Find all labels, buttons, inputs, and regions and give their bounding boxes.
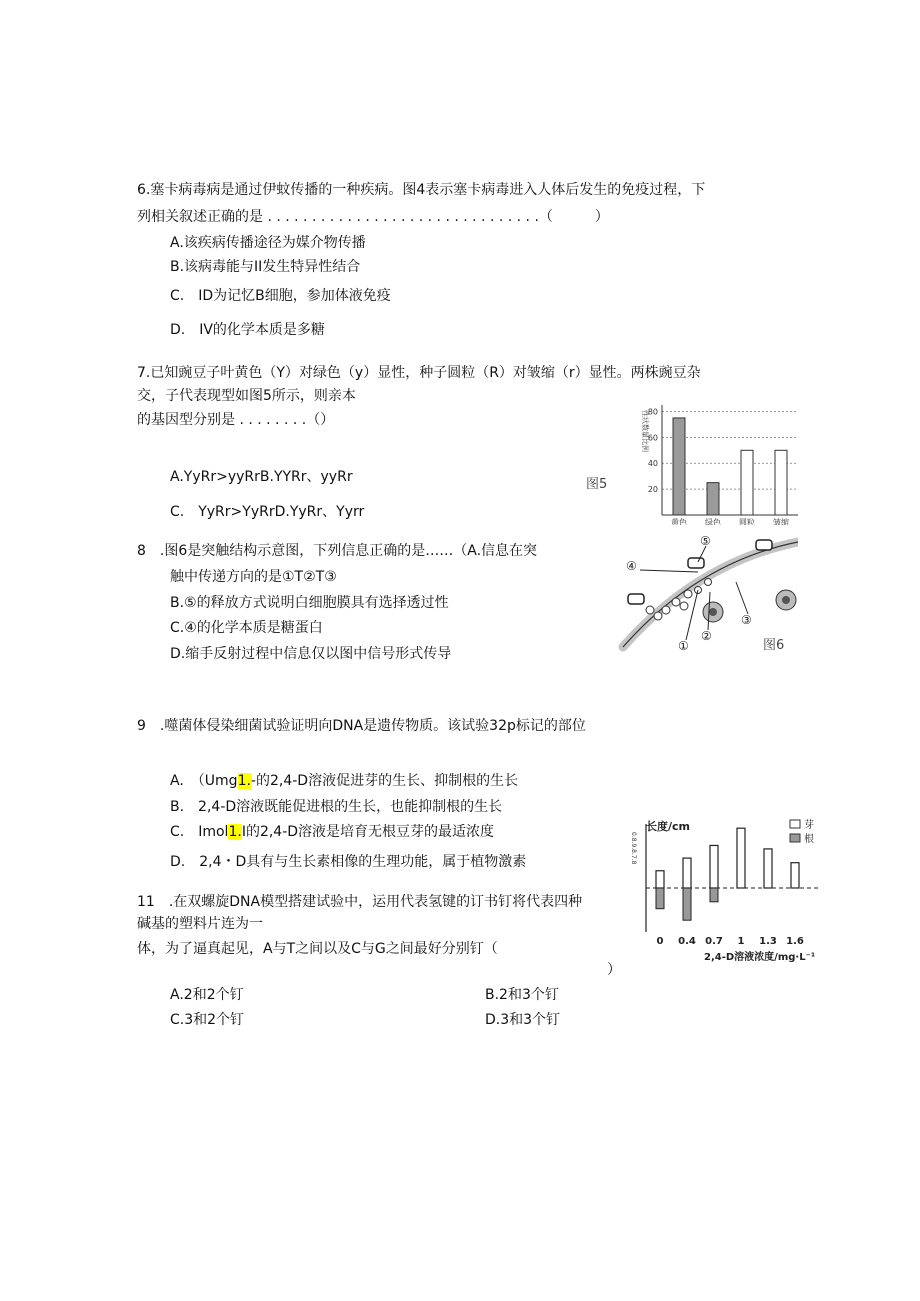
q7-stem-line2: 交，子代表现型如图5所示，则亲本 bbox=[137, 388, 356, 404]
figure-7-chart bbox=[624, 814, 820, 966]
bar-bud-1.6 bbox=[791, 863, 799, 888]
mark-3: ③ bbox=[741, 613, 752, 627]
figure-6-diagram bbox=[618, 532, 798, 657]
q8-stem-line2: 触中传递方向的是①T②T③ bbox=[170, 569, 337, 585]
q10-option-c-pre: C. Imol bbox=[170, 824, 229, 840]
figure-7-side-label: 0.8.9.8.7.8 bbox=[630, 832, 637, 865]
q11-stem-line1: 11 .在双螺旋DNA模型搭建试验中，运用代表氢键的订书钉将代表四种 bbox=[137, 894, 583, 910]
figure-5-ylabel: 性状数量比例 bbox=[641, 410, 649, 452]
bar-圆粒 bbox=[741, 450, 753, 515]
mark-2: ② bbox=[701, 629, 712, 643]
q6-stem-line2: 列相关叙述正确的是 . . . . . . . . . . . . . . . . . . . . . . . . . . . . . . .（ ） bbox=[137, 209, 609, 225]
figure-5-chart bbox=[580, 400, 805, 525]
q7-stem-line3: 的基因型分别是 . . . . . . . .（） bbox=[137, 412, 335, 428]
figure-7-xlabel: 2,4-D溶液浓度/mg·L⁻¹ bbox=[704, 952, 816, 963]
legend-root: 根 bbox=[804, 834, 814, 845]
x-tick-label: 圆粒 bbox=[739, 518, 755, 525]
bar-root-0.7 bbox=[710, 888, 718, 902]
mark-1: ① bbox=[678, 639, 689, 653]
bar-bud-0.4 bbox=[683, 858, 691, 888]
bar-bud-1 bbox=[737, 828, 745, 888]
q6-option-b: B.该病毒能与II发生特异性结合 bbox=[170, 259, 361, 275]
legend-bud: 芽 bbox=[804, 820, 814, 831]
q11-stem-line3: 体，为了逼真起见，A与T之间以及C与G之间最好分别钉（ bbox=[137, 941, 498, 957]
q10-option-a-post: -的2,4-D溶液促进芽的生长、抑制根的生长 bbox=[250, 773, 519, 789]
x-tick-label: 黄色 bbox=[671, 518, 687, 525]
bar-bud-0 bbox=[656, 871, 664, 888]
x-tick-label: 绿色 bbox=[705, 518, 721, 525]
q10-option-a bbox=[170, 772, 518, 790]
x-tick-label: 0.7 bbox=[705, 936, 723, 947]
figure-7 bbox=[624, 814, 820, 966]
q11-option-a: A.2和2个钉 bbox=[170, 987, 244, 1003]
receptor-channels bbox=[628, 540, 772, 604]
q8-stem-line1: 8 .图6是突触结构示意图，下列信息正确的是……（A.信息在突 bbox=[137, 543, 538, 559]
q7-option-ab: A.YyRr>yyRrB.YYRr、yyRr bbox=[170, 469, 353, 485]
figure-6 bbox=[618, 532, 798, 657]
q6-option-d: D. IV的化学本质是多糖 bbox=[170, 322, 325, 338]
bar-bud-0.7 bbox=[710, 845, 718, 888]
y-tick-label: 60 bbox=[647, 433, 658, 443]
q11-stem-line2: 碱基的塑料片连为一 bbox=[137, 916, 263, 932]
q9-stem: 9 .噬菌体侵染细菌试验证明向DNA是遗传物质。该试验32p标记的部位 bbox=[137, 718, 586, 734]
bar-黄色 bbox=[673, 418, 685, 515]
q11-option-c: C.3和2个钉 bbox=[170, 1012, 245, 1028]
q6-option-c: C. ID为记忆B细胞，参加体液免疫 bbox=[170, 288, 391, 304]
x-tick-label: 1 bbox=[737, 936, 745, 947]
q10-option-a-highlight: 1. bbox=[237, 773, 251, 789]
y-tick-label: 40 bbox=[647, 459, 658, 469]
bar-bud-1.3 bbox=[764, 849, 772, 888]
x-tick-label: 皱缩 bbox=[773, 518, 789, 525]
x-tick-label: 1.6 bbox=[786, 936, 804, 947]
q6-stem-line1: 6.塞卡病毒病是通过伊蚊传播的一种疾病。图4表示塞卡病毒进入人体后发生的免疫过程，下 bbox=[137, 182, 706, 198]
bar-皱缩 bbox=[775, 450, 787, 515]
y-tick-label: 20 bbox=[647, 485, 658, 495]
q8-option-c: C.④的化学本质是糖蛋白 bbox=[170, 620, 323, 636]
q10-option-b: B. 2,4-D溶液既能促进根的生长，也能抑制根的生长 bbox=[170, 799, 503, 815]
q8-option-d: D.缩手反射过程中信息仅以图中信号形式传导 bbox=[170, 646, 452, 662]
figure-6-label: 图6 bbox=[763, 638, 785, 653]
q10-option-a-pre: A. （Umg bbox=[170, 773, 238, 789]
figure-7-ylabel: 长度/cm bbox=[646, 820, 690, 833]
q11-option-d: D.3和3个钉 bbox=[485, 1012, 561, 1028]
q11-paren: ） bbox=[607, 962, 621, 978]
q7-option-cd: C. YyRr>YyRrD.YyRr、Yyrr bbox=[170, 504, 365, 520]
q10-option-c-post: I的2,4-D溶液是培育无根豆芽的最适浓度 bbox=[241, 824, 495, 840]
q10-option-c bbox=[170, 823, 494, 841]
bar-绿色 bbox=[707, 483, 719, 515]
figure-5 bbox=[580, 400, 805, 525]
figure-5-label: 图5 bbox=[586, 477, 608, 492]
q11-option-b: B.2和3个钉 bbox=[485, 987, 559, 1003]
q8-option-b: B.⑤的释放方式说明白细胞膜具有选择透过性 bbox=[170, 595, 449, 611]
x-tick-label: 0.4 bbox=[678, 936, 696, 947]
x-tick-label: 0 bbox=[656, 936, 664, 947]
mark-5: ⑤ bbox=[700, 534, 711, 548]
mark-4: ④ bbox=[626, 559, 637, 573]
q10-option-d: D. 2,4・D具有与生长素相像的生理功能，属于植物激素 bbox=[170, 854, 527, 870]
q10-option-c-highlight: 1. bbox=[228, 824, 242, 840]
y-tick-label: 80 bbox=[647, 407, 658, 417]
q6-option-a: A.该疾病传播途径为媒介物传播 bbox=[170, 235, 366, 251]
bar-root-0 bbox=[656, 888, 664, 909]
q7-stem-line1: 7.已知豌豆子叶黄色（Y）对绿色（y）显性，种子圆粒（R）对皱缩（r）显性。两株豌豆杂 bbox=[137, 365, 701, 381]
bar-root-0.4 bbox=[683, 888, 691, 920]
x-tick-label: 1.3 bbox=[759, 936, 777, 947]
